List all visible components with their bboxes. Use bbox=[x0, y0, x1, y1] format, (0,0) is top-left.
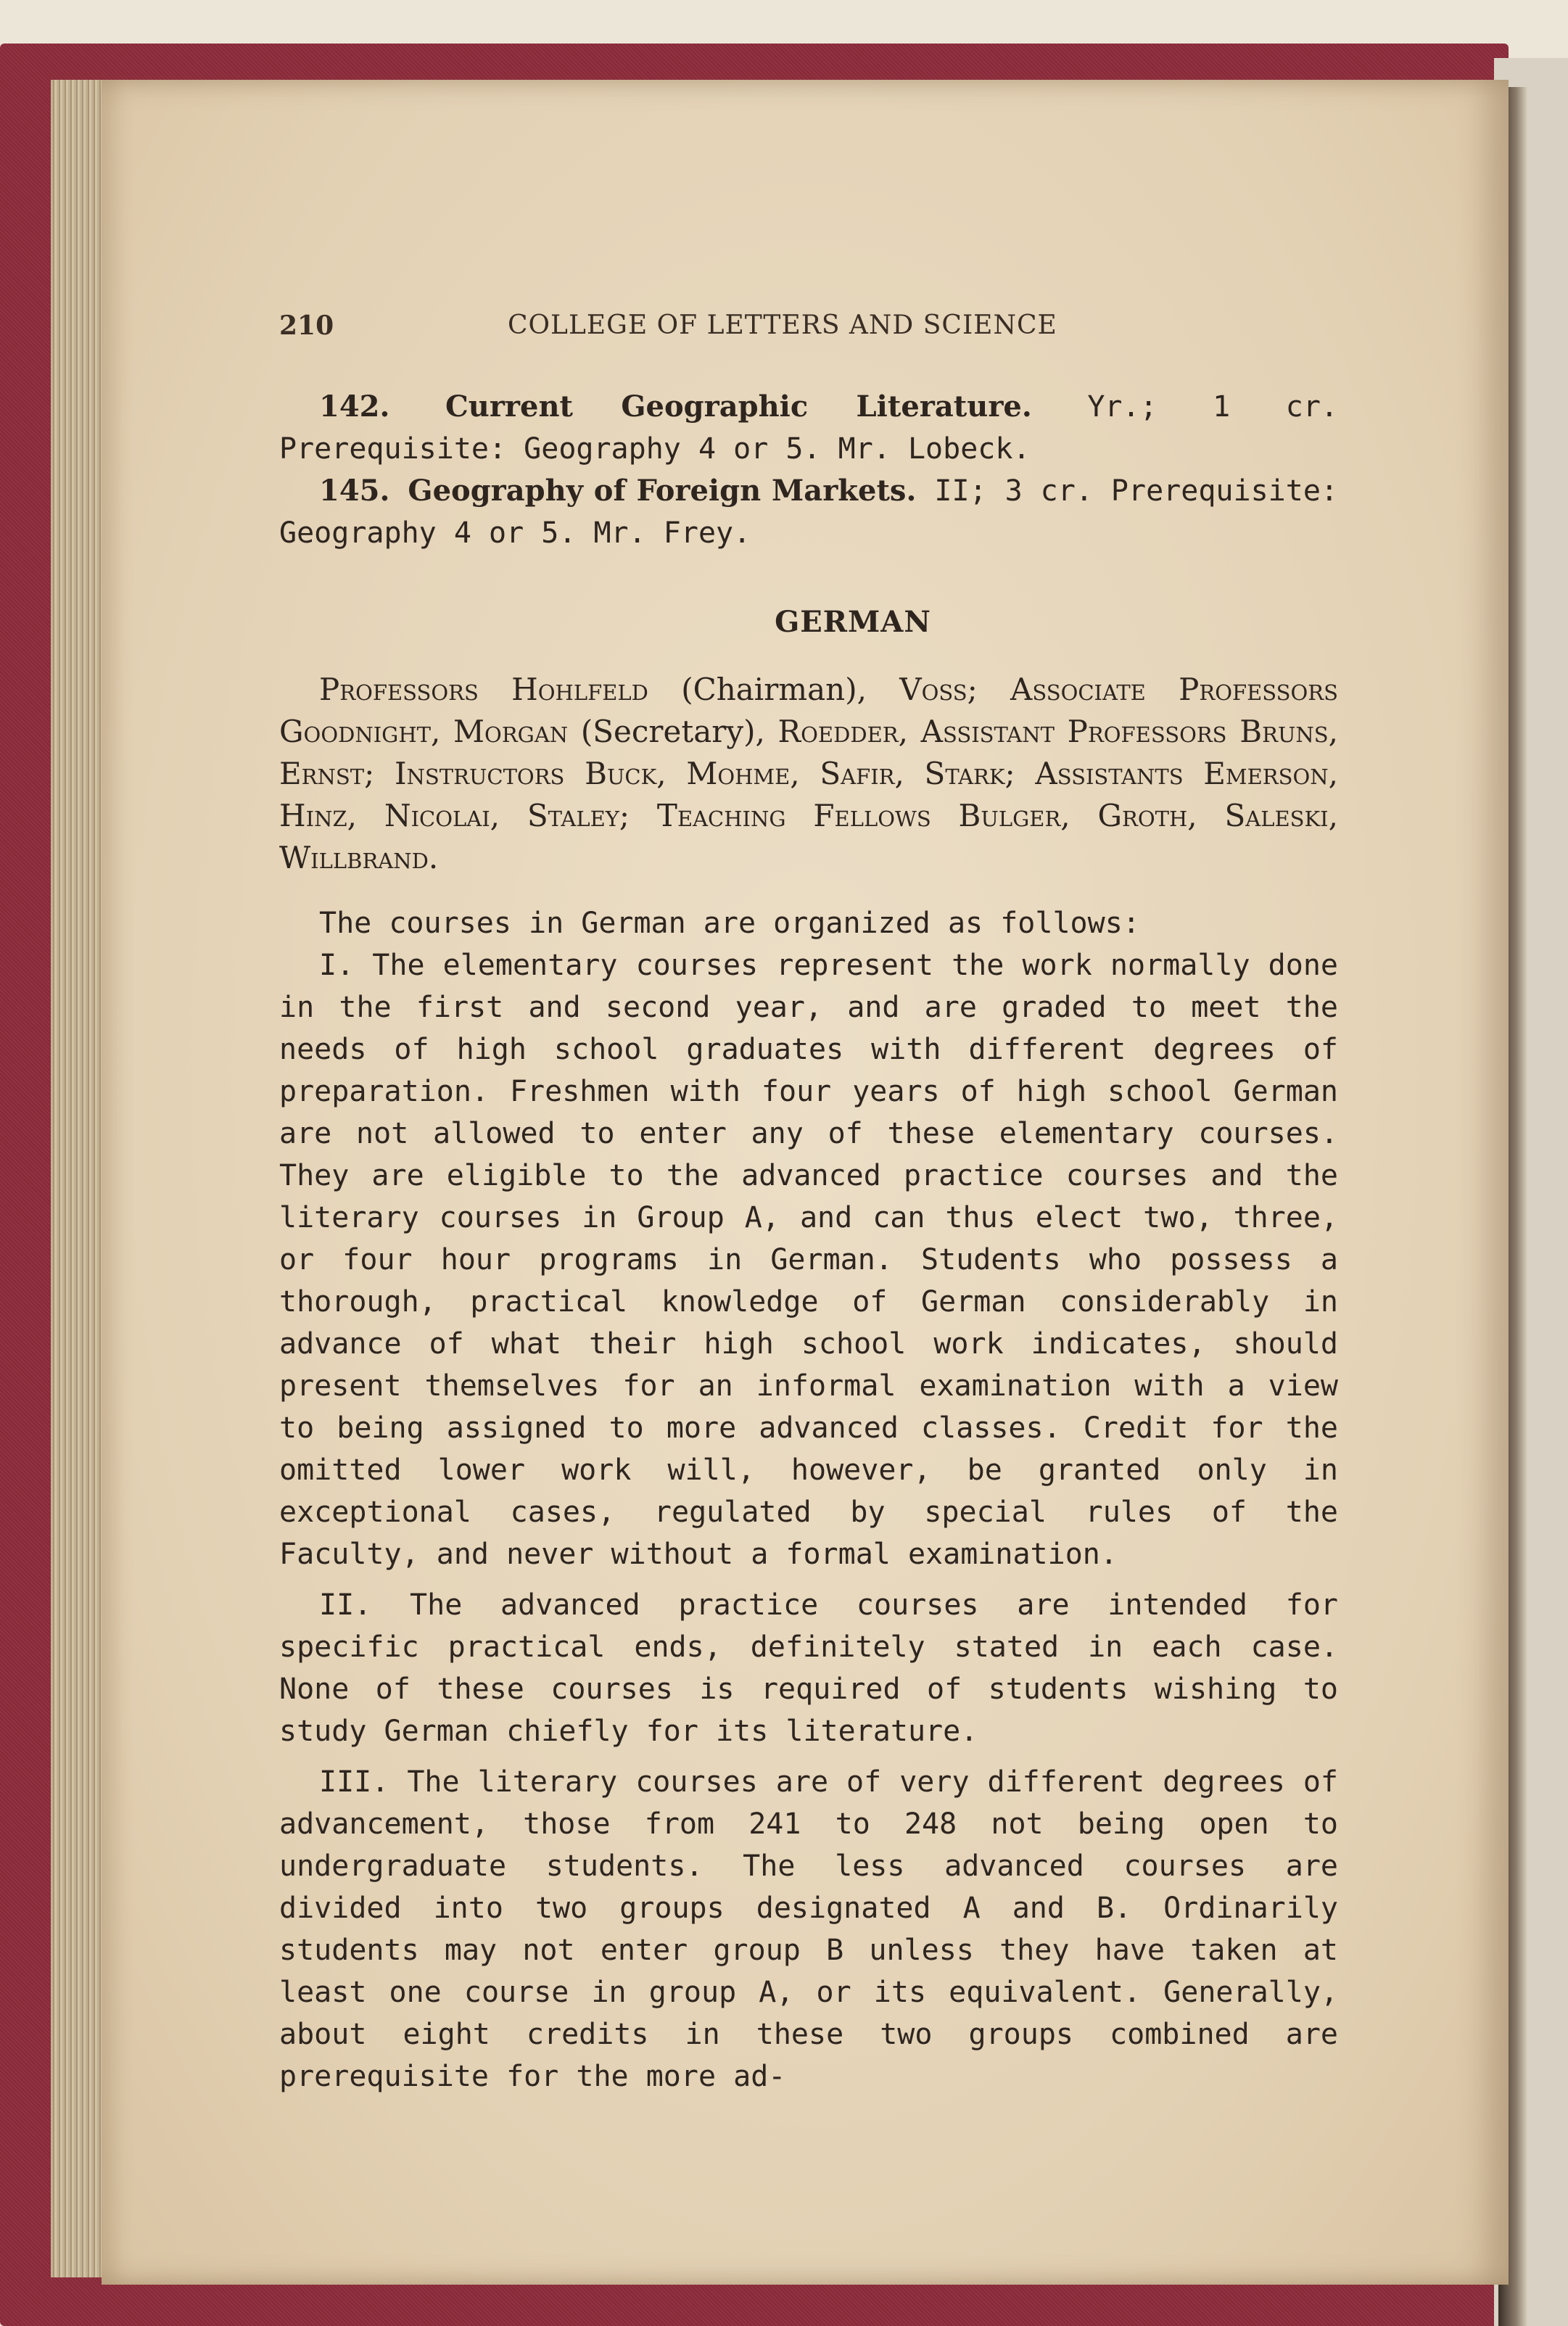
faculty-list bbox=[279, 669, 1338, 879]
section-title: GERMAN bbox=[775, 605, 931, 639]
paragraph: I. The elementary courses represent the work normally done in the first and second year, and are graded to meet the needs of high school graduates with different degrees of preparation. Freshmen with four years of high school German are not allowed to enter any of these elementary courses. They are eligible to the advanced practice courses and the literary courses in Group A, and can thus elect two, three, or four hour programs in German. Students who possess a thorough, practical knowledge of German considerably in advance of what their high school work indicates, should present themselves for an informal examination with a view to being assigned to more advanced classes. Credit for the omitted lower work will, however, be granted only in exceptional cases, regulated by special rules of the Faculty, and never without a formal examination. bbox=[279, 949, 1338, 1571]
course-title: Geography of Foreign Markets. bbox=[408, 474, 917, 508]
running-title: COLLEGE OF LETTERS AND SCIENCE bbox=[508, 310, 1057, 340]
course-details: II; 3 cr. Prerequisite: Geography 4 or 5. Mr. Frey. bbox=[279, 474, 1338, 550]
course-number: 142. bbox=[319, 389, 390, 424]
paragraph: II. The advanced practice courses are intended for specific practical ends, definitely stated in each case. None of these courses is required of students wishing to study German chiefly for its literature. bbox=[279, 1588, 1338, 1748]
course-entry bbox=[279, 386, 1338, 470]
course-details: Yr.; 1 cr. Prerequisite: Geography 4 or 5. Mr. Lobeck. bbox=[279, 390, 1338, 466]
faculty-text: Professors Hohlfeld bbox=[319, 672, 682, 707]
page-header bbox=[279, 310, 1102, 347]
body-text bbox=[279, 902, 1338, 2098]
course-list bbox=[279, 386, 1338, 554]
page-number: 210 bbox=[279, 310, 334, 341]
course-entry bbox=[279, 470, 1338, 554]
intro-paragraph: The courses in German are organized as follows: bbox=[319, 907, 1140, 940]
faculty-role: (Secretary), bbox=[580, 714, 765, 749]
course-title: Current Geographic Literature. bbox=[445, 389, 1032, 424]
faculty-role: (Chairman), bbox=[681, 672, 867, 707]
faculty-text: Voss; Associate Professors Goodnight, Morgan bbox=[279, 672, 1338, 749]
course-number: 145. bbox=[319, 474, 390, 508]
paragraph: III. The literary courses are of very different degrees of advancement, those from 241 to 248 not being open to undergraduate students. The less advanced courses are divided into two groups designated A and B. Ordinarily students may not enter group B unless they have taken at least one course in group A, or its equivalent. Generally, about eight credits in these two groups combined are prerequisite for the more ad- bbox=[279, 1765, 1338, 2093]
faculty-text: Roedder, Assistant Professors Bruns, Ernst; Instructors Buck, Mohme, Safir, Stark; Assistants Emerson, Hinz, Nicolai, Staley; Teaching Fellows Bulger, Groth, Saleski, Willbrand. bbox=[279, 714, 1338, 875]
